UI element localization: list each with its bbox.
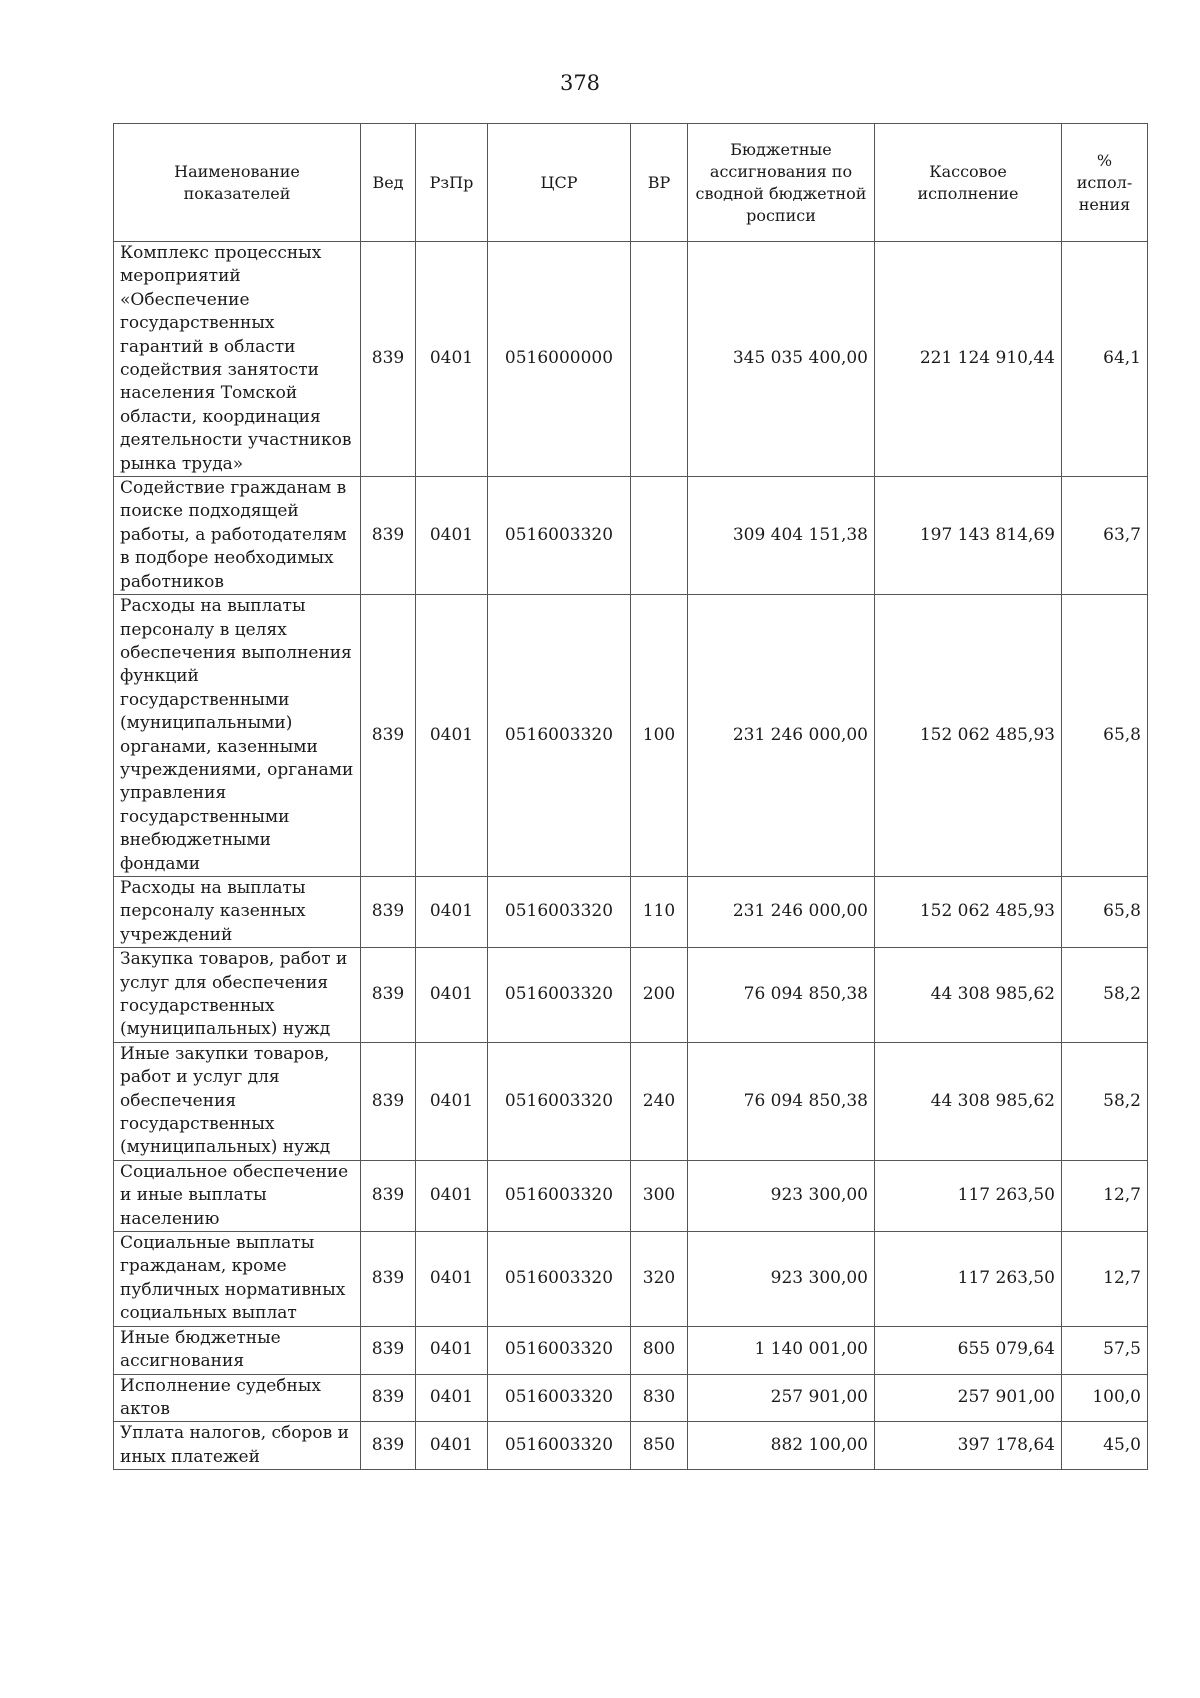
header-name: Наименование показателей [114, 124, 361, 242]
row-name: Исполнение судебных актов [114, 1374, 361, 1422]
row-ved: 839 [361, 595, 416, 877]
header-vr: ВР [631, 124, 688, 242]
row-rzpr: 0401 [416, 1042, 488, 1160]
header-assignments: Бюджетные ассигнования по сводной бюджетной росписи [688, 124, 875, 242]
row-name: Содействие гражданам в поиске подходящей работы, а работодателям в подборе необходимых работников [114, 477, 361, 595]
header-rzpr: РзПр [416, 124, 488, 242]
row-execution: 197 143 814,69 [875, 477, 1062, 595]
row-ved: 839 [361, 876, 416, 947]
row-execution: 152 062 485,93 [875, 876, 1062, 947]
row-assignments: 257 901,00 [688, 1374, 875, 1422]
row-ved: 839 [361, 1232, 416, 1327]
row-csr: 0516000000 [488, 242, 631, 477]
row-csr: 0516003320 [488, 1374, 631, 1422]
row-rzpr: 0401 [416, 242, 488, 477]
row-vr: 240 [631, 1042, 688, 1160]
row-rzpr: 0401 [416, 948, 488, 1043]
row-vr: 100 [631, 595, 688, 877]
row-percent: 58,2 [1062, 948, 1148, 1043]
table-row [114, 1374, 1148, 1422]
row-rzpr: 0401 [416, 1326, 488, 1374]
table-row [114, 477, 1148, 595]
row-execution: 44 308 985,62 [875, 948, 1062, 1043]
row-vr: 830 [631, 1374, 688, 1422]
row-rzpr: 0401 [416, 1374, 488, 1422]
row-ved: 839 [361, 1042, 416, 1160]
row-assignments: 345 035 400,00 [688, 242, 875, 477]
row-ved: 839 [361, 477, 416, 595]
row-execution: 44 308 985,62 [875, 1042, 1062, 1160]
row-rzpr: 0401 [416, 1232, 488, 1327]
header-ved: Вед [361, 124, 416, 242]
table-row [114, 1160, 1148, 1231]
row-csr: 0516003320 [488, 1160, 631, 1231]
row-percent: 64,1 [1062, 242, 1148, 477]
row-rzpr: 0401 [416, 1160, 488, 1231]
row-ved: 839 [361, 1374, 416, 1422]
row-vr [631, 242, 688, 477]
row-name: Социальные выплаты гражданам, кроме публичных нормативных социальных выплат [114, 1232, 361, 1327]
row-ved: 839 [361, 948, 416, 1043]
row-ved: 839 [361, 1160, 416, 1231]
table-row [114, 876, 1148, 947]
row-percent: 65,8 [1062, 876, 1148, 947]
row-execution: 117 263,50 [875, 1232, 1062, 1327]
header-percent: % испол-нения [1062, 124, 1148, 242]
table-row [114, 595, 1148, 877]
table-header-row [114, 124, 1148, 242]
row-execution: 257 901,00 [875, 1374, 1062, 1422]
row-rzpr: 0401 [416, 876, 488, 947]
row-execution: 397 178,64 [875, 1422, 1062, 1470]
row-percent: 58,2 [1062, 1042, 1148, 1160]
row-assignments: 231 246 000,00 [688, 595, 875, 877]
row-csr: 0516003320 [488, 1232, 631, 1327]
row-name: Уплата налогов, сборов и иных платежей [114, 1422, 361, 1470]
row-csr: 0516003320 [488, 948, 631, 1043]
row-name: Расходы на выплаты персоналу в целях обеспечения выполнения функций государственными (муниципальными) органами, казенными учреждениями, органами управления государственными внебюджетными фондами [114, 595, 361, 877]
row-assignments: 76 094 850,38 [688, 948, 875, 1043]
row-assignments: 923 300,00 [688, 1160, 875, 1231]
header-csr: ЦСР [488, 124, 631, 242]
row-ved: 839 [361, 1326, 416, 1374]
row-name: Комплекс процессных мероприятий «Обеспечение государственных гарантий в области содействия занятости населения Томской области, координация деятельности участников рынка труда» [114, 242, 361, 477]
row-csr: 0516003320 [488, 1422, 631, 1470]
row-name: Иные бюджетные ассигнования [114, 1326, 361, 1374]
row-percent: 12,7 [1062, 1232, 1148, 1327]
row-csr: 0516003320 [488, 1042, 631, 1160]
row-csr: 0516003320 [488, 876, 631, 947]
row-ved: 839 [361, 1422, 416, 1470]
row-rzpr: 0401 [416, 1422, 488, 1470]
row-vr: 850 [631, 1422, 688, 1470]
row-percent: 100,0 [1062, 1374, 1148, 1422]
row-csr: 0516003320 [488, 595, 631, 877]
table-row [114, 1422, 1148, 1470]
row-percent: 63,7 [1062, 477, 1148, 595]
row-percent: 65,8 [1062, 595, 1148, 877]
row-rzpr: 0401 [416, 595, 488, 877]
row-name: Иные закупки товаров, работ и услуг для обеспечения государственных (муниципальных) нужд [114, 1042, 361, 1160]
row-percent: 57,5 [1062, 1326, 1148, 1374]
row-assignments: 309 404 151,38 [688, 477, 875, 595]
row-execution: 655 079,64 [875, 1326, 1062, 1374]
table-row [114, 1326, 1148, 1374]
row-execution: 221 124 910,44 [875, 242, 1062, 477]
row-ved: 839 [361, 242, 416, 477]
table-row [114, 1232, 1148, 1327]
page-number: 378 [559, 71, 601, 95]
row-vr: 300 [631, 1160, 688, 1231]
row-vr: 110 [631, 876, 688, 947]
row-execution: 152 062 485,93 [875, 595, 1062, 877]
row-percent: 12,7 [1062, 1160, 1148, 1231]
table-row [114, 948, 1148, 1043]
row-assignments: 923 300,00 [688, 1232, 875, 1327]
header-execution: Кассовое исполнение [875, 124, 1062, 242]
row-vr: 800 [631, 1326, 688, 1374]
row-vr [631, 477, 688, 595]
row-name: Расходы на выплаты персоналу казенных учреждений [114, 876, 361, 947]
row-percent: 45,0 [1062, 1422, 1148, 1470]
row-name: Закупка товаров, работ и услуг для обеспечения государственных (муниципальных) нужд [114, 948, 361, 1043]
row-vr: 320 [631, 1232, 688, 1327]
row-assignments: 882 100,00 [688, 1422, 875, 1470]
row-assignments: 231 246 000,00 [688, 876, 875, 947]
budget-table [113, 123, 1148, 1470]
row-rzpr: 0401 [416, 477, 488, 595]
table-row [114, 1042, 1148, 1160]
row-csr: 0516003320 [488, 1326, 631, 1374]
row-execution: 117 263,50 [875, 1160, 1062, 1231]
row-assignments: 1 140 001,00 [688, 1326, 875, 1374]
table-row [114, 242, 1148, 477]
row-vr: 200 [631, 948, 688, 1043]
row-csr: 0516003320 [488, 477, 631, 595]
row-name: Социальное обеспечение и иные выплаты населению [114, 1160, 361, 1231]
row-assignments: 76 094 850,38 [688, 1042, 875, 1160]
